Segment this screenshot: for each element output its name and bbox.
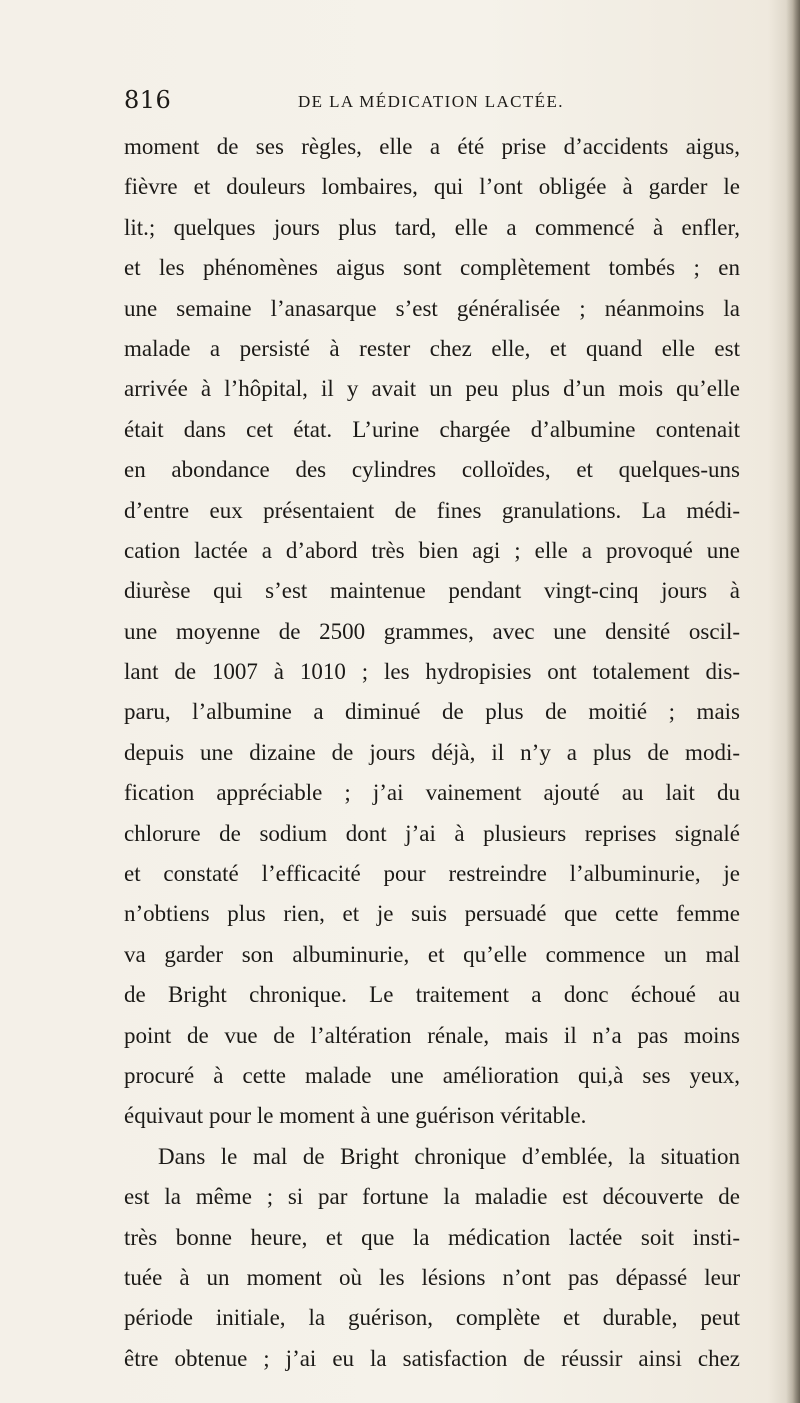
text-line: fication appréciable ; j’ai vainement ajouté au lait du (124, 780, 740, 806)
page-header (124, 86, 744, 118)
text-line: n’obtiens plus rien, et je suis persuadé que cette femme (124, 901, 740, 927)
text-line: d’entre eux présentaient de fines granulations. La médi- (124, 497, 740, 523)
paragraph-start-line: Dans le mal de Bright chronique d’emblée, la situation (158, 1143, 740, 1169)
text-line: de Bright chronique. Le traitement a donc échoué au (124, 982, 740, 1008)
text-line: être obtenue ; j’ai eu la satisfaction de réussir ainsi chez (124, 1345, 740, 1371)
text-line: chlorure de sodium dont j’ai à plusieurs reprises signalé (124, 820, 740, 846)
text-line: malade a persisté à rester chez elle, et quand elle est (124, 335, 740, 361)
text-line: arrivée à l’hôpital, il y avait un peu plus d’un mois qu’elle (124, 376, 740, 402)
text-line: point de vue de l’altération rénale, mais il n’a pas moins (124, 1022, 740, 1048)
text-line: diurèse qui s’est maintenue pendant vingt-cinq jours à (124, 578, 740, 604)
text-line: lant de 1007 à 1010 ; les hydropisies ont totalement dis- (124, 659, 740, 685)
page-edge-shadow (786, 0, 800, 1403)
text-line: une moyenne de 2500 grammes, avec une densité oscil- (124, 618, 740, 644)
text-line: moment de ses règles, elle a été prise d’accidents aigus, (124, 134, 740, 159)
text-line: est la même ; si par fortune la maladie est découverte de (124, 1184, 740, 1210)
text-line: tuée à un moment où les lésions n’ont pas dépassé leur (124, 1264, 740, 1290)
text-line: fièvre et douleurs lombaires, qui l’ont obligée à garder le (124, 174, 740, 200)
text-line: paru, l’albumine a diminué de plus de moitié ; mais (124, 699, 740, 725)
running-head: DE LA MÉDICATION LACTÉE. (298, 92, 564, 111)
text-line: en abondance des cylindres colloïdes, et quelques-uns (124, 457, 740, 483)
text-line: va garder son albuminurie, et qu’elle commence un mal (124, 941, 740, 967)
text-line: une semaine l’anasarque s’est généralisée ; néanmoins la (124, 295, 740, 321)
text-line: lit.; quelques jours plus tard, elle a commencé à enfler, (124, 214, 740, 240)
text-line: période initiale, la guérison, complète et durable, peut (124, 1305, 740, 1331)
text-line: depuis une dizaine de jours déjà, il n’y a plus de modi- (124, 739, 740, 765)
text-line: était dans cet état. L’urine chargée d’albumine contenait (124, 416, 740, 442)
text-line: et constaté l’efficacité pour restreindre l’albuminurie, je (124, 861, 740, 887)
body-text (124, 127, 740, 1379)
text-line: cation lactée a d’abord très bien agi ; elle a provoqué une (124, 537, 740, 563)
text-line: et les phénomènes aigus sont complètement tombés ; en (124, 255, 740, 281)
text-line: procuré à cette malade une amélioration qui,à ses yeux, (124, 1062, 740, 1088)
text-line: équivaut pour le moment à une guérison véritable. (124, 1103, 587, 1129)
page-number: 816 (124, 86, 172, 114)
text-line: très bonne heure, et que la médication lactée soit insti- (124, 1224, 740, 1250)
